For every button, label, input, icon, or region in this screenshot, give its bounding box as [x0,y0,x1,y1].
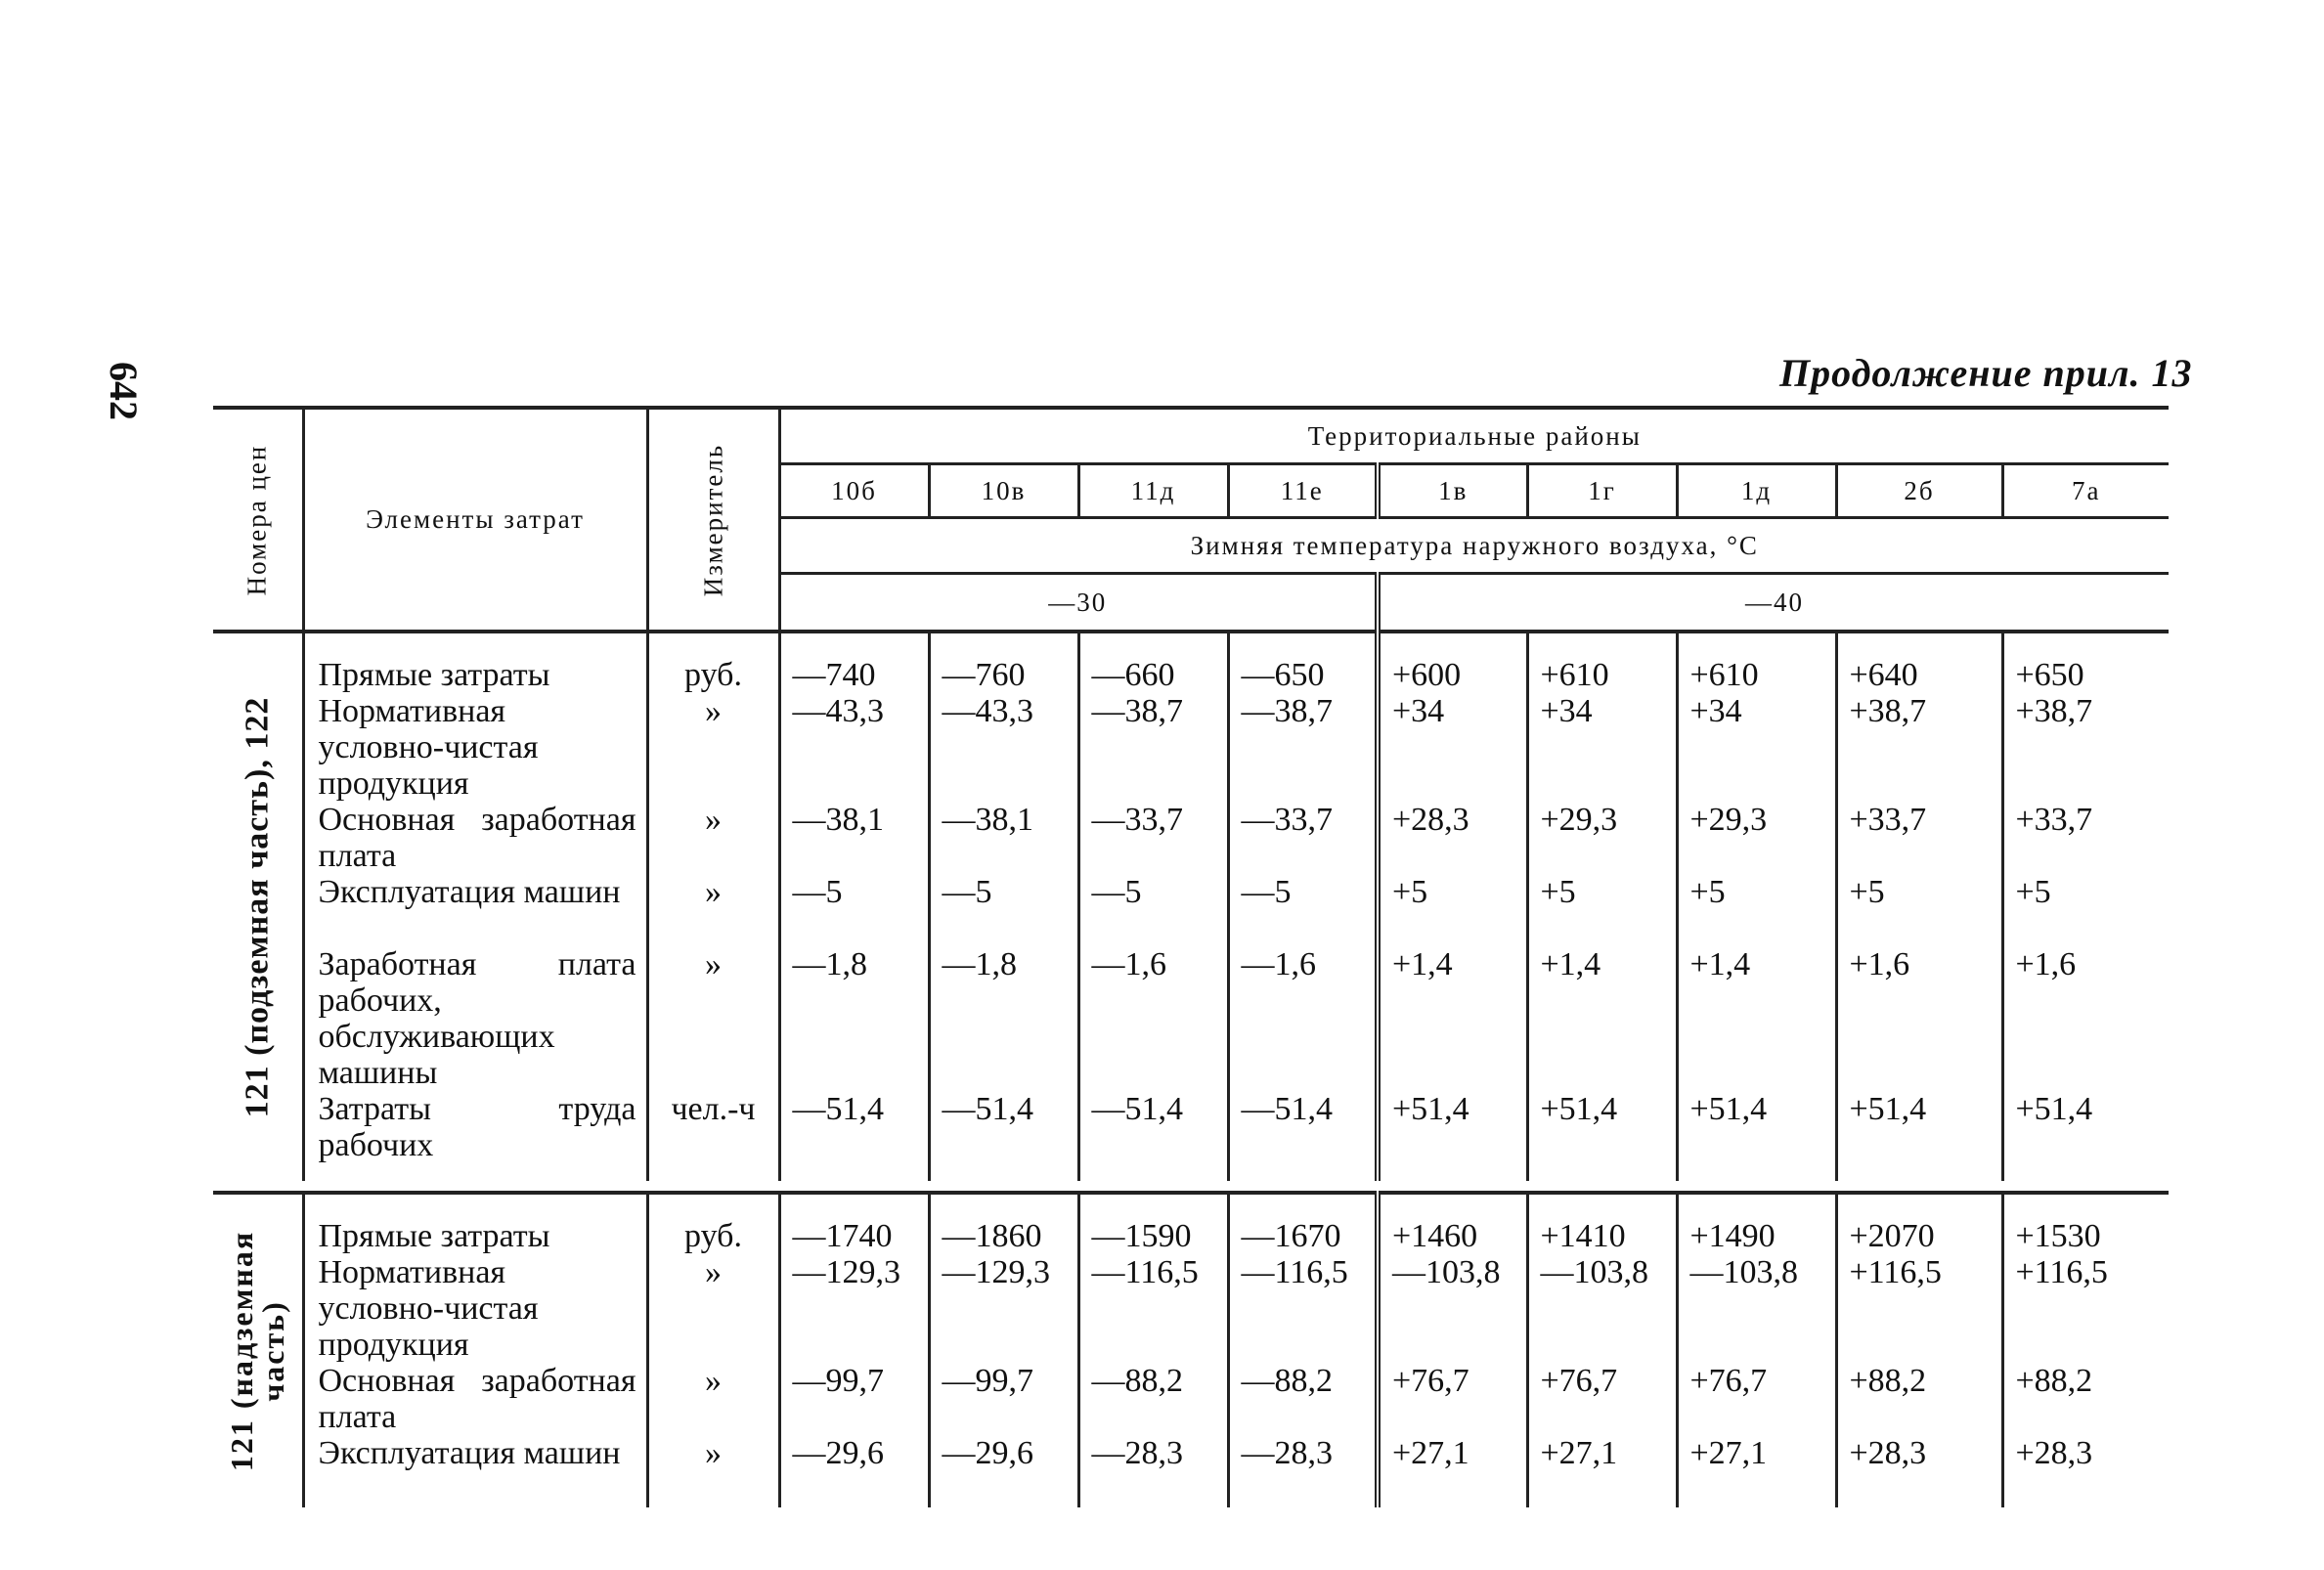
value-cell: —28,3 [1078,1435,1228,1507]
value-cell: +116,5 [1836,1254,2002,1363]
value-cell: +51,4 [1677,1091,1836,1181]
unit-cell: » [647,1435,779,1507]
region-code: 10б [779,464,929,518]
value-cell: +51,4 [1378,1091,1527,1181]
value-cell: —38,7 [1078,693,1228,802]
region-code: 7а [2002,464,2169,518]
value-cell: —129,3 [929,1254,1078,1363]
value-cell: +2070 [1836,1193,2002,1254]
table-row [213,1091,2169,1181]
region-code: 10в [929,464,1078,518]
value-cell: +27,1 [1378,1435,1527,1507]
value-cell: +5 [1836,874,2002,946]
value-cell: —51,4 [929,1091,1078,1181]
table-row [213,946,2169,1091]
value-cell: —88,2 [1078,1363,1228,1435]
unit-cell: » [647,693,779,802]
value-cell: +600 [1378,632,1527,693]
cost-element: Прямые затраты [303,1193,647,1254]
value-cell: +27,1 [1527,1435,1677,1507]
section-label [213,1193,303,1507]
value-cell: —38,7 [1228,693,1378,802]
region-code: 1д [1677,464,1836,518]
table-row [213,632,2169,693]
unit-cell: » [647,1363,779,1435]
value-cell: —29,6 [929,1435,1078,1507]
cost-element: Эксплуатация машин [318,874,621,910]
value-cell: +76,7 [1677,1363,1836,1435]
region-code: 2б [1836,464,2002,518]
table-row [213,1363,2169,1435]
header-regions: Территориальные районы [779,408,2169,464]
value-cell: +640 [1836,632,2002,693]
value-cell: +1,4 [1677,946,1836,1091]
value-cell: —1,6 [1078,946,1228,1091]
cost-element: Основная заработная плата [318,802,636,874]
value-cell: —103,8 [1527,1254,1677,1363]
value-cell: +76,7 [1378,1363,1527,1435]
cost-element: Эксплуатация машин [318,1435,621,1471]
cost-element: Нормативная условно-чистая продукция [318,693,539,802]
value-cell: +34 [1677,693,1836,802]
value-cell: +76,7 [1527,1363,1677,1435]
value-cell: +88,2 [2002,1363,2169,1435]
value-cell: —28,3 [1228,1435,1378,1507]
cost-element: Прямые затраты [303,632,647,693]
value-cell: +51,4 [1527,1091,1677,1181]
value-cell: —51,4 [779,1091,929,1181]
value-cell: +1460 [1378,1193,1527,1254]
region-code: 1г [1527,464,1677,518]
value-cell: —51,4 [1228,1091,1378,1181]
value-cell: —129,3 [779,1254,929,1363]
value-cell: —740 [779,632,929,693]
table-row [213,1193,2169,1254]
value-cell: —5 [929,874,1078,946]
value-cell: +610 [1677,632,1836,693]
value-cell: +29,3 [1677,802,1836,874]
cost-element: Нормативная условно-чистая продукция [318,1254,539,1363]
value-cell: +33,7 [2002,802,2169,874]
value-cell: +51,4 [1836,1091,2002,1181]
value-cell: —5 [1228,874,1378,946]
value-cell: +51,4 [2002,1091,2169,1181]
value-cell: —116,5 [1228,1254,1378,1363]
value-cell: —1590 [1078,1193,1228,1254]
value-cell: —33,7 [1228,802,1378,874]
value-cell: +28,3 [1836,1435,2002,1507]
value-cell: —1670 [1228,1193,1378,1254]
value-cell: +34 [1378,693,1527,802]
unit-cell: чел.-ч [647,1091,779,1181]
table-row [213,874,2169,946]
value-cell: +38,7 [1836,693,2002,802]
value-cell: +34 [1527,693,1677,802]
continuation-title: Продолжение прил. 13 [1779,351,2193,395]
cost-element: Затраты труда рабочих [318,1091,636,1163]
table-row [213,802,2169,874]
value-cell: +5 [1378,874,1527,946]
value-cell: —38,1 [779,802,929,874]
cost-element: Заработная плата рабочих, обслуживающих машины [318,946,636,1091]
value-cell: +610 [1527,632,1677,693]
value-cell: —1,8 [779,946,929,1091]
value-cell: —51,4 [1078,1091,1228,1181]
value-cell: +1490 [1677,1193,1836,1254]
value-cell: —103,8 [1378,1254,1527,1363]
cost-element: Основная заработная плата [318,1363,636,1435]
cost-table [213,406,2169,1507]
region-code: 11д [1078,464,1228,518]
value-cell: —29,6 [779,1435,929,1507]
value-cell: —38,1 [929,802,1078,874]
value-cell: +5 [1527,874,1677,946]
region-code: 11е [1228,464,1378,518]
value-cell: —88,2 [1228,1363,1378,1435]
header-temperature: Зимняя температура наружного воздуха, °С [779,518,2169,574]
value-cell: —5 [779,874,929,946]
header-temp-right: —40 [1378,574,2169,632]
value-cell: +1,4 [1378,946,1527,1091]
value-cell: —1740 [779,1193,929,1254]
value-cell: +29,3 [1527,802,1677,874]
value-cell: —1,6 [1228,946,1378,1091]
value-cell: —103,8 [1677,1254,1836,1363]
header-unit: Измеритель [647,408,779,632]
unit-cell: руб. [647,632,779,693]
header-temp-left: —30 [1048,587,1108,617]
value-cell: —1,8 [929,946,1078,1091]
page-number: 642 [102,362,146,420]
value-cell: +5 [1677,874,1836,946]
value-cell: —5 [1078,874,1228,946]
table-row [213,1435,2169,1507]
value-cell: +1,6 [2002,946,2169,1091]
value-cell: —116,5 [1078,1254,1228,1363]
value-cell: +28,3 [2002,1435,2169,1507]
table-row [213,693,2169,802]
unit-cell: » [647,802,779,874]
section-label-text: 121 (подземная часть), 122 [239,696,276,1118]
value-cell: +1530 [2002,1193,2169,1254]
region-code: 1в [1378,464,1527,518]
value-cell: —99,7 [929,1363,1078,1435]
value-cell: —760 [929,632,1078,693]
value-cell: +38,7 [2002,693,2169,802]
header-cost-elements: Элементы затрат [303,408,647,632]
value-cell: +33,7 [1836,802,2002,874]
table-body [213,632,2169,1507]
header-price-numbers: Номера цен [213,408,303,632]
section-label [213,632,303,1181]
value-cell: +1,6 [1836,946,2002,1091]
value-cell: +116,5 [2002,1254,2169,1363]
value-cell: —660 [1078,632,1228,693]
value-cell: +28,3 [1378,802,1527,874]
value-cell: +1,4 [1527,946,1677,1091]
value-cell: —43,3 [929,693,1078,802]
table-row [213,1254,2169,1363]
value-cell: +1410 [1527,1193,1677,1254]
value-cell: —650 [1228,632,1378,693]
value-cell: —33,7 [1078,802,1228,874]
value-cell: +88,2 [1836,1363,2002,1435]
value-cell: +27,1 [1677,1435,1836,1507]
unit-cell: » [647,874,779,946]
unit-cell: » [647,946,779,1091]
unit-cell: руб. [647,1193,779,1254]
value-cell: +650 [2002,632,2169,693]
unit-cell: » [647,1254,779,1363]
value-cell: —1860 [929,1193,1078,1254]
value-cell: —43,3 [779,693,929,802]
table-header [213,408,2169,632]
section-label-text: 121 (надземная часть) [224,1230,291,1472]
value-cell: +5 [2002,874,2169,946]
value-cell: —99,7 [779,1363,929,1435]
